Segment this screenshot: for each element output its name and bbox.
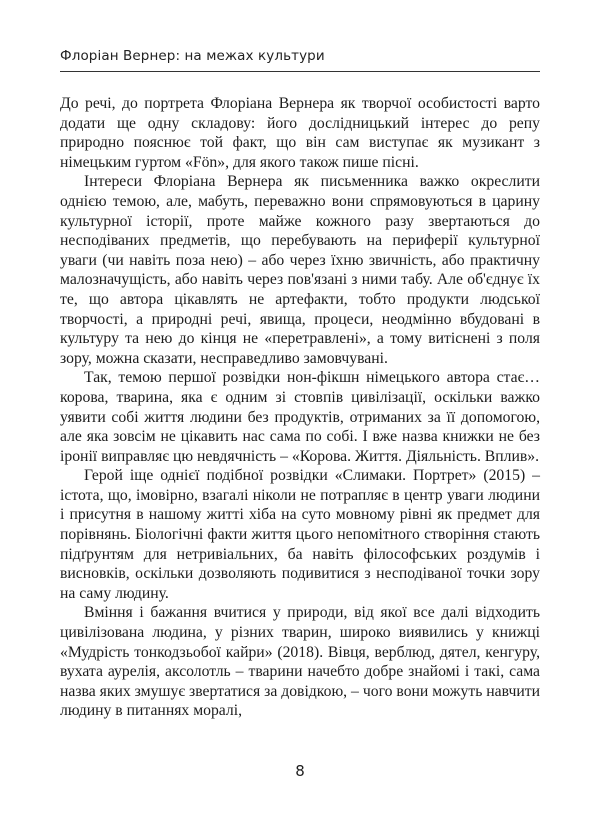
paragraph: Вміння і бажання вчитися у природи, від якої все далі відходить цивілізована людина, у різних тварин, широко виявились у книжці «Мудрість тонкодзьобої кайри» (2018). Вівця, верблюд, дятел, кенгуру, вухата аурелія, аксолотль – тварини начебто добре знайомі і такі, сама назва яких змушує звертатися за довідкою, – чого вони можуть навчити людину в питаннях моралі, [60, 604, 540, 720]
running-head: Флоріан Вернер: на межах культури [60, 48, 325, 64]
paragraph: Герой іще однієї подібної розвідки «Слимаки. Портрет» (2015) – істота, що, імовірно, взагалі ніколи не потрапляє в центр уваги людини і присутня в нашому житті хіба на суто мовному рівні як предмет для порівнянь. Біологічні факти життя цього непомітного створіння стають підґрунтям для нетривіальних, ба навіть філософських роздумів і висновків, оскільки дозволяють подивитися з несподіваної точки зору на саму людину. [60, 467, 540, 602]
body-text [60, 94, 540, 721]
paragraph: Інтереси Флоріана Вернера як письменника важко окреслити однією темою, але, мабуть, переважно вони спрямовуються в царину культурної історії, проте майже кожного разу звертаються до несподіваних предметів, що перебувають на периферії культурної уваги (чи навіть поза нею) – або через їхню звичність, або практичну малозначущість, або навіть через пов'язані з ними табу. Але об'єднує їх те, що автора цікавлять не артефакти, тобто продукти людської творчості, а природні речі, явища, процеси, неодмінно вбудовані в культуру та нею до кінця не «перетравлені», а тому витіснені з поля зору, можна сказати, несправедливо замовчувані. [60, 173, 540, 367]
header-rule [60, 71, 540, 72]
page-number: 8 [295, 762, 305, 780]
paragraph: Так, темою першої розвідки нон-фікшн німецького автора стає… корова, тварина, яка є одним зі стовпів цивілізації, оскільки важко уявити собі життя людини без продуктів, отриманих за її допомогою, але яка зовсім не цікавить нас сама по собі. І вже назва книжки не без іронії виправляє цю невдячність – «Корова. Життя. Діяльність. Вплив». [60, 369, 540, 465]
paragraph: До речі, до портрета Флоріана Вернера як творчої особистості варто додати ще одну складову: його дослідницький інтерес до репу природно пояснює той факт, що він сам виступає як музикант з німецьким гуртом «Fön», для якого також пише пісні. [60, 95, 540, 171]
